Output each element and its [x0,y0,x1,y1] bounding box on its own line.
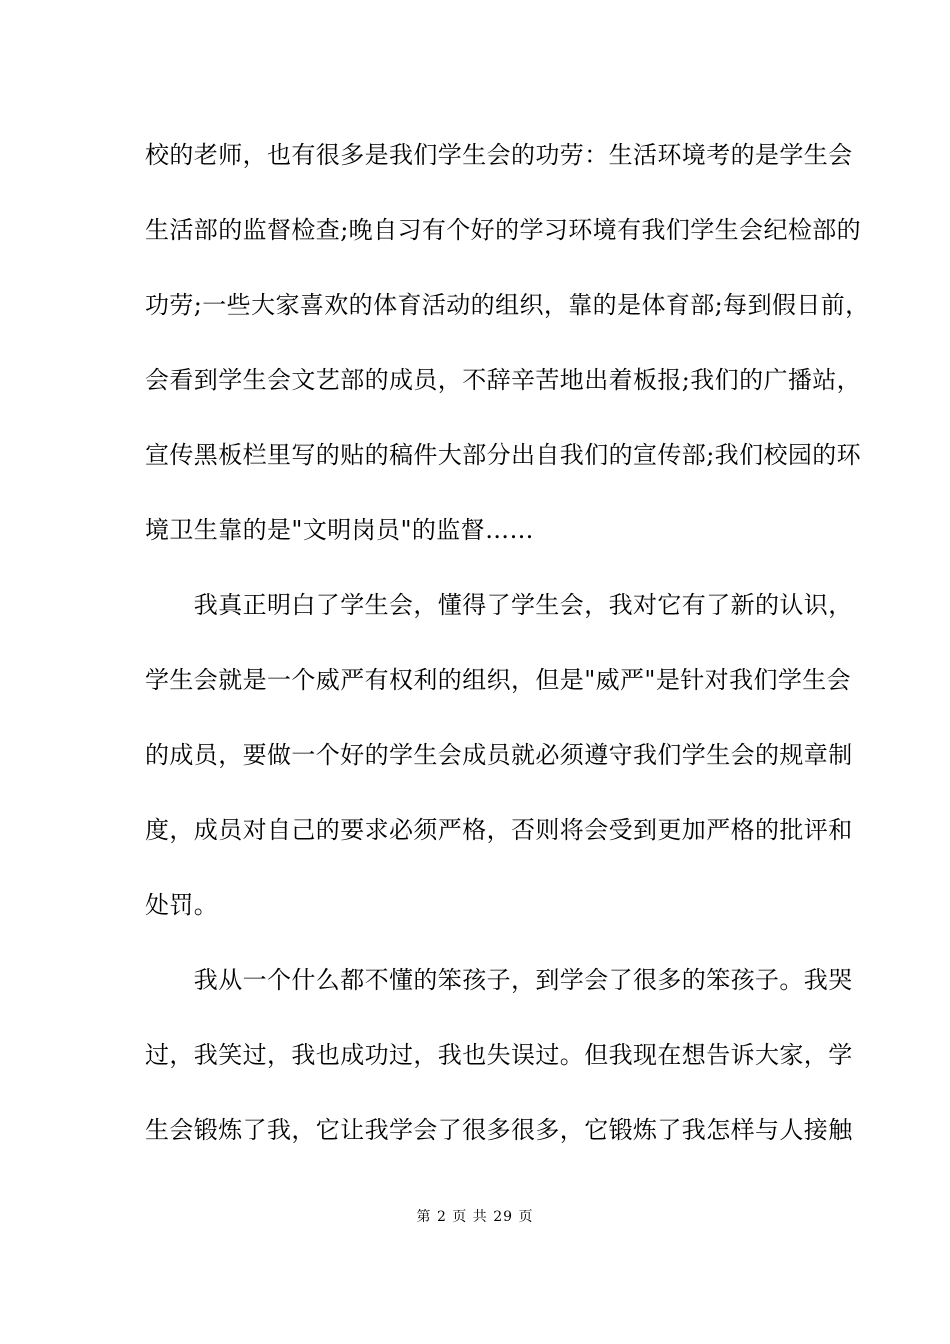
text-line: 宣传黑板栏里写的贴的稿件大部分出自我们的宣传部;我们校园的环 [145,441,862,469]
text-line: 度，成员对自己的要求必须严格，否则将会受到更加严格的批评和 [145,816,853,844]
text-line: 生活部的监督检查;晚自习有个好的学习环境有我们学生会纪检部的 [145,216,862,244]
text-line: 境卫生靠的是"文明岗员"的监督…… [145,516,534,544]
paragraph-first-line: 我真正明白了学生会，懂得了学生会，我对它有了新的认识， [145,591,853,619]
text-line: 生会锻炼了我，它让我学会了很多很多，它锻炼了我怎样与人接触 [145,1116,853,1144]
text-line: 功劳;一些大家喜欢的体育活动的组织，靠的是体育部;每到假日前， [145,291,870,319]
paragraph-first-line: 我从一个什么都不懂的笨孩子，到学会了很多的笨孩子。我哭 [145,966,853,994]
text-line: 会看到学生会文艺部的成员，不辞辛苦地出着板报;我们的广播站， [145,366,862,394]
text-line: 过，我笑过，我也成功过，我也失误过。但我现在想告诉大家，学 [145,1041,853,1069]
text-line: 处罚。 [145,891,219,919]
text-line: 学生会就是一个威严有权利的组织，但是"威严"是针对我们学生会 [145,666,852,694]
text-line: 校的老师，也有很多是我们学生会的功劳：生活环境考的是学生会 [145,141,853,169]
text-line: 的成员，要做一个好的学生会成员就必须遵守我们学生会的规章制 [145,741,853,769]
page-number-footer: 第 2 页 共 29 页 [416,1209,534,1225]
